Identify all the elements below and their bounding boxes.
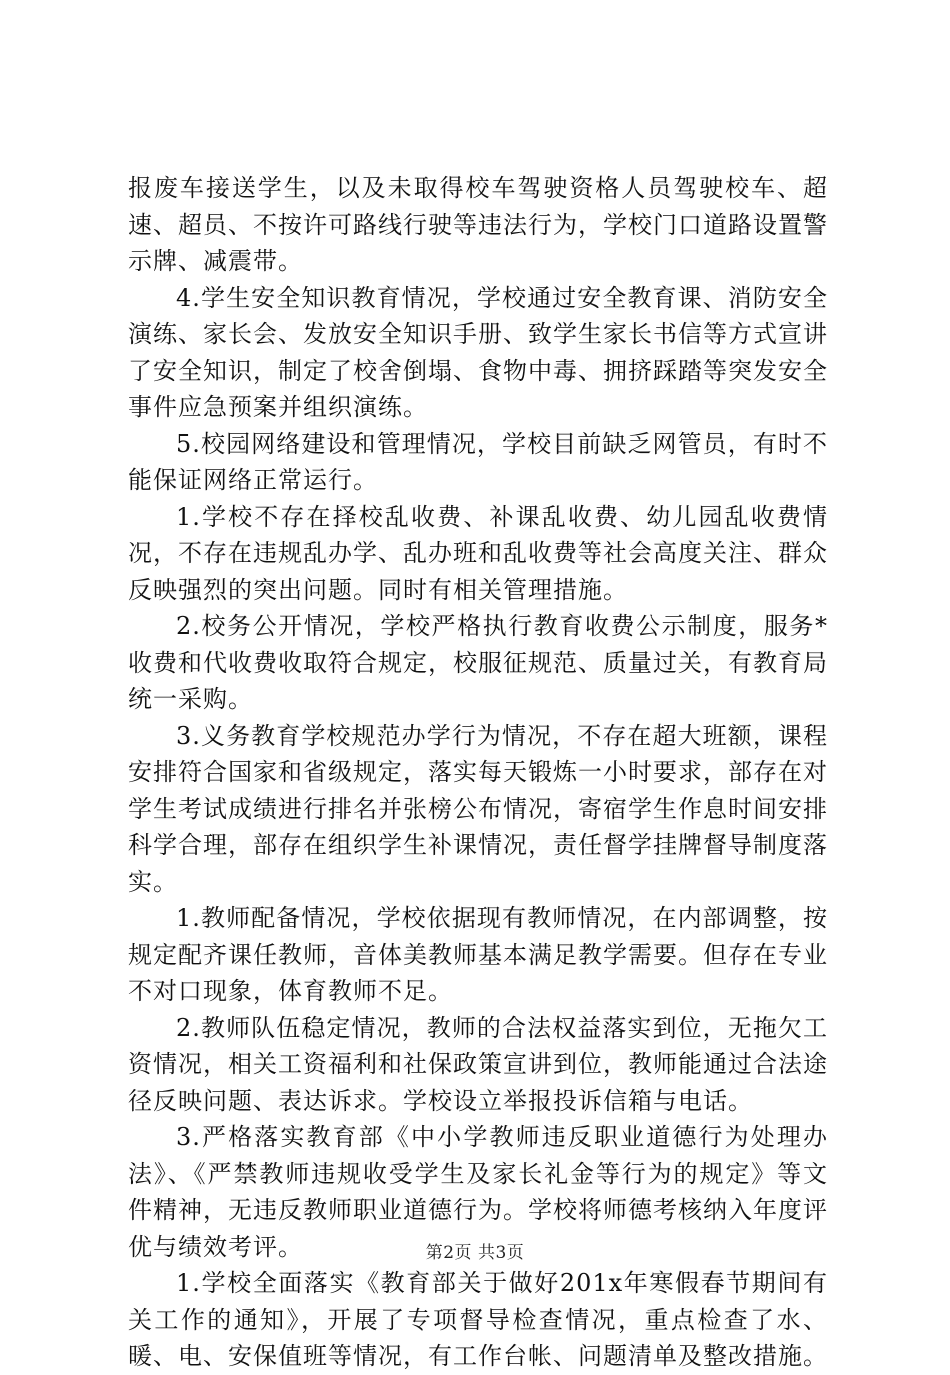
paragraph-holiday-inspection: 1.学校全面落实《教育部关于做好201x年寒假春节期间有关工作的通知》，开展了专项督导检查情况，重点检查了水、暖、电、安保值班等情况，有工作台帐、问题清单及整改措施。 xyxy=(128,1269,828,1370)
paragraph-safety-education: 4.学生安全知识教育情况，学校通过安全教育课、消防安全演练、家长会、发放安全知识手册、致学生家长书信等方式宣讲了安全知识，制定了校舍倒塌、食物中毒、拥挤踩踏等突发安全事件应急预案并组织演练。 xyxy=(128,283,828,421)
page-number-footer: 第2页 共3页 xyxy=(425,1243,525,1263)
paragraph-teacher-stability: 2.教师队伍稳定情况，教师的合法权益落实到位，无拖欠工资情况，相关工资福利和社保政策宣讲到位，教师能通过合法途径反映问题、表达诉求。学校设立举报投诉信箱与电话。 xyxy=(128,1013,828,1115)
document-body xyxy=(128,170,828,1375)
paragraph-teacher-staffing: 1.教师配备情况，学校依据现有教师情况，在内部调整，按规定配齐课任教师，音体美教师基本满足教学需要。但存在专业不对口现象，体育教师不足。 xyxy=(128,904,828,1005)
paragraph-fees: 1.学校不存在择校乱收费、补课乱收费、幼儿园乱收费情况，不存在违规乱办学、乱办班和乱收费等社会高度关注、群众反映强烈的突出问题。同时有相关管理措施。 xyxy=(128,502,828,604)
paragraph-school-affairs: 2.校务公开情况，学校严格执行教育收费公示制度，服务*收费和代收费收取符合规定，校服征规范、质量过关，有教育局统一采购。 xyxy=(128,612,828,713)
paragraph-continuation: 报废车接送学生，以及未取得校车驾驶资格人员驾驶校车、超速、超员、不按许可路线行驶等违法行为，学校门口道路设置警示牌、减震带。 xyxy=(128,174,828,275)
paragraph-compulsory-education: 3.义务教育学校规范办学行为情况，不存在超大班额，课程安排符合国家和省级规定，落实每天锻炼一小时要求，部存在对学生考试成绩进行排名并张榜公布情况，寄宿学生作息时间安排科学合理，部存在组织学生补课情况，责任督学挂牌督导制度落实。 xyxy=(128,721,828,896)
paragraph-teacher-ethics: 3.严格落实教育部《中小学教师违反职业道德行为处理办法》、《严禁教师违规收受学生及家长礼金等行为的规定》等文件精神，无违反教师职业道德行为。学校将师德考核纳入年度评优与绩效考评。 xyxy=(128,1123,828,1261)
paragraph-campus-network: 5.校园网络建设和管理情况，学校目前缺乏网管员，有时不能保证网络正常运行。 xyxy=(128,429,828,494)
